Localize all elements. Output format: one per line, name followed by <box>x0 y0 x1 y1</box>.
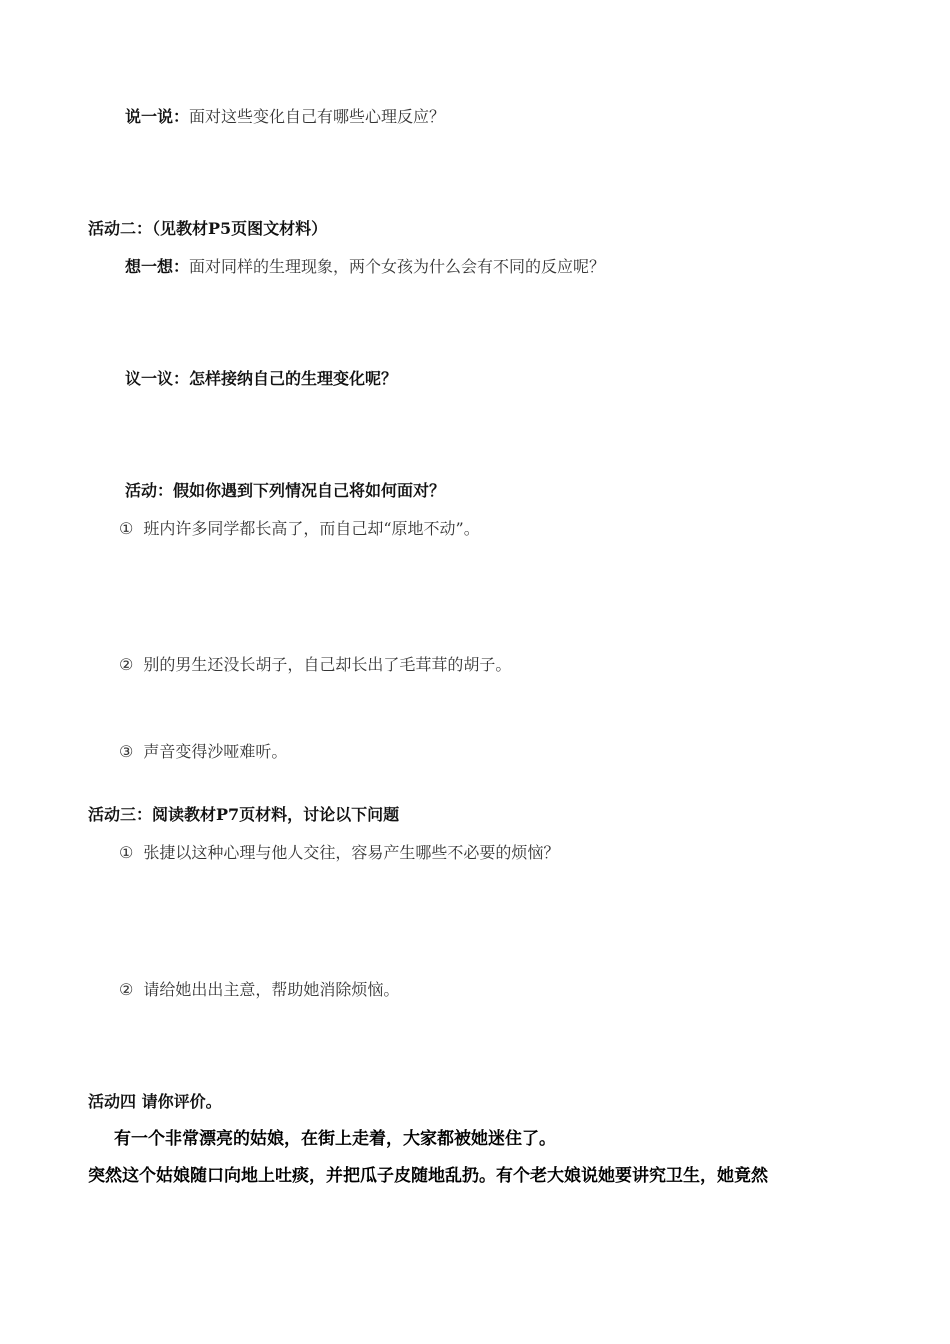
activity-item-1 <box>119 518 480 540</box>
think-label: 想一想： <box>125 257 190 276</box>
item-text: 别的男生还没长胡子，自己却长出了毛茸茸的胡子。 <box>143 655 512 674</box>
activity3-item-2 <box>119 979 399 1001</box>
item-text: 声音变得沙哑难听。 <box>143 742 288 761</box>
activity-text: 假如你遇到下列情况自己将如何面对？ <box>173 481 446 500</box>
activity-item-3 <box>119 741 287 763</box>
activity4-paragraph-line-2: 突然这个姑娘随口向地上吐痰，并把瓜子皮随地乱扔。有个老大娘说她要讲究卫生，她竟然 <box>88 1166 768 1186</box>
discuss-text: 怎样接纳自己的生理变化呢？ <box>189 369 398 388</box>
item-number: ② <box>119 980 134 999</box>
activity-prompt <box>125 480 445 502</box>
activity3-heading: 活动三：阅读教材P7页材料，讨论以下问题 <box>88 805 400 824</box>
item-number: ① <box>119 519 134 538</box>
activity4-paragraph-line-1: 有一个非常漂亮的姑娘，在街上走着，大家都被她迷住了。 <box>114 1129 556 1149</box>
activity-label: 活动： <box>125 481 174 500</box>
discuss-label: 议一议： <box>125 369 190 388</box>
say-prompt <box>125 106 445 128</box>
say-text: 面对这些变化自己有哪些心理反应？ <box>189 107 446 126</box>
think-text: 面对同样的生理现象，两个女孩为什么会有不同的反应呢？ <box>189 257 606 276</box>
discuss-prompt <box>125 368 397 390</box>
item-number: ② <box>119 655 134 674</box>
activity-item-2 <box>119 654 511 676</box>
item-text: 请给她出出主意，帮助她消除烦恼。 <box>143 980 400 999</box>
think-prompt <box>125 256 605 278</box>
activity3-item-1 <box>119 842 559 864</box>
say-label: 说一说： <box>125 107 190 126</box>
item-text: 张捷以这种心理与他人交往，容易产生哪些不必要的烦恼？ <box>143 843 560 862</box>
item-text: 班内许多同学都长高了，而自己却“原地不动”。 <box>143 519 480 538</box>
activity2-heading: 活动二：（见教材P5页图文材料） <box>88 219 328 238</box>
item-number: ③ <box>119 742 134 761</box>
activity4-heading: 活动四 请你评价。 <box>88 1092 222 1111</box>
item-number: ① <box>119 843 134 862</box>
